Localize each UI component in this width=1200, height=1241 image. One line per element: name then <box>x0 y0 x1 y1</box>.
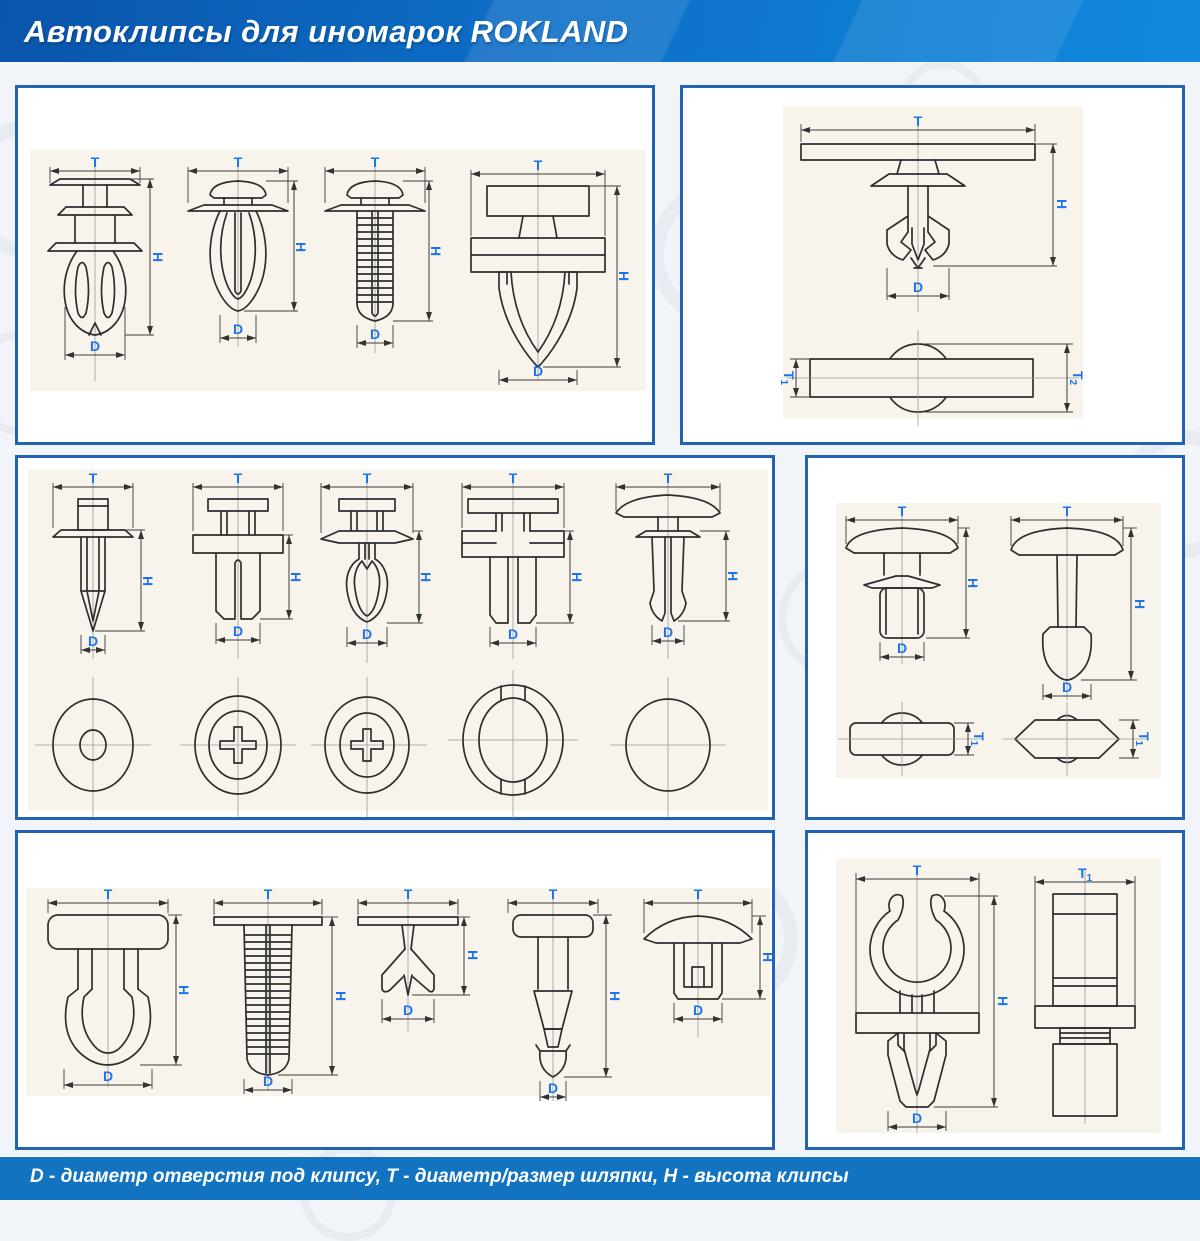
dim-label-h: H <box>150 251 166 263</box>
drawing-clip-tbar-top-view <box>778 328 1086 428</box>
dim-label-h: H <box>288 571 304 583</box>
drawing-clip-multi-flange-rivet <box>30 154 166 387</box>
dim-label-t1: $T_1$ <box>968 731 987 747</box>
dim-label-d: D <box>369 326 381 342</box>
drawing-clip-holder-side-view <box>1026 866 1156 1128</box>
dim-label-h: H <box>607 990 623 1002</box>
drawing-clip-mushroom-cylinder <box>836 503 981 668</box>
dim-label-d: D <box>547 1080 559 1096</box>
dim-label-h: H <box>569 571 585 583</box>
panel-middle-right-canvas <box>836 503 1161 778</box>
dim-label-d: D <box>87 633 99 649</box>
panel-bottom-right <box>805 830 1185 1150</box>
drawing-clip-ribbed-rivet <box>313 154 444 360</box>
dim-label-h: H <box>1132 598 1148 610</box>
panel-middle-left <box>15 455 775 820</box>
drawing-clip-split-leg-rivet <box>179 470 304 663</box>
drawing-top-view-tabbed-ring <box>446 668 580 820</box>
dim-label-d: D <box>402 1002 414 1018</box>
drawing-top-view-plain-cap <box>608 675 728 820</box>
dim-label-d: D <box>662 624 674 640</box>
drawing-top-view-phillips <box>178 675 298 820</box>
footer <box>0 1157 1200 1200</box>
dim-label-t: T <box>533 157 543 173</box>
dim-label-d: D <box>102 1068 114 1084</box>
dim-label-h: H <box>428 245 444 257</box>
dim-label-h: H <box>760 951 776 963</box>
dim-label-t: T <box>1062 503 1072 519</box>
drawing-top-view-hex-plate <box>1001 700 1151 778</box>
drawing-clip-arrow-anchor <box>346 886 481 1036</box>
drawing-top-view-washer <box>33 675 153 820</box>
dim-label-h: H <box>1054 198 1070 210</box>
panel-middle-right <box>805 455 1185 820</box>
header <box>0 0 1200 62</box>
drawing-clip-block-flange-rivet <box>448 470 585 663</box>
dimension-legend: D - диаметр отверстия под клипсу, T - диаметр/размер шляпки, H - высота клипсы <box>30 1166 849 1187</box>
drawing-top-view-bar-circle <box>836 700 986 778</box>
dim-label-d: D <box>1061 679 1073 695</box>
dim-label-h: H <box>418 571 434 583</box>
dim-label-h: H <box>995 995 1011 1007</box>
dim-label-h: H <box>616 270 632 282</box>
dim-label-t: T <box>912 862 922 878</box>
drawing-clip-mushroom-bullet <box>1001 503 1148 703</box>
dim-label-d: D <box>507 626 519 642</box>
dim-label-t1: $T_1$ <box>1133 731 1152 747</box>
dim-label-t: T <box>403 886 413 902</box>
dim-label-t: T <box>663 470 673 486</box>
page-title: Автоклипсы для иномарок ROKLAND <box>24 14 629 49</box>
dim-label-d: D <box>911 1110 923 1126</box>
dim-label-t: T <box>362 470 372 486</box>
dim-label-h: H <box>965 577 981 589</box>
panel-top-left-canvas <box>30 150 646 391</box>
dim-label-t: T <box>103 886 113 902</box>
dim-label-d: D <box>912 279 924 295</box>
dim-label-t: T <box>370 154 380 170</box>
drawing-clip-bulb-rivet <box>309 470 434 668</box>
dim-label-t: T <box>913 113 923 129</box>
drawing-clip-fir-tree <box>198 886 350 1096</box>
panel-bottom-left-canvas <box>26 886 776 1096</box>
dim-label-h: H <box>465 949 481 961</box>
drawing-clip-u-strap <box>36 886 192 1091</box>
dim-label-h: H <box>293 241 309 253</box>
dim-label-d: D <box>361 626 373 642</box>
drawing-clip-spear-rivet <box>174 154 309 353</box>
dim-label-t2: $T_2$ <box>1067 370 1086 386</box>
panel-bottom-left <box>15 830 775 1150</box>
dim-label-d: D <box>232 321 244 337</box>
dim-label-t1: $T_1$ <box>1077 865 1093 884</box>
panel-middle-left-canvas <box>28 470 768 810</box>
dim-label-h: H <box>725 570 741 582</box>
dim-label-t: T <box>548 886 558 902</box>
dim-label-d: D <box>532 363 544 379</box>
drawing-clip-segmented-pin <box>494 886 629 1106</box>
dim-label-d: D <box>896 640 908 656</box>
panel-top-left <box>15 85 655 445</box>
drawing-clip-grommet-cap <box>636 886 776 1041</box>
dim-label-t: T <box>233 470 243 486</box>
drawing-clip-cone-point-rivet <box>33 470 156 663</box>
panel-top-right-canvas <box>778 106 1086 418</box>
dim-label-t: T <box>90 154 100 170</box>
dim-label-t: T <box>263 886 273 902</box>
dim-label-t1: $T_1$ <box>778 370 797 386</box>
dim-label-t: T <box>693 886 703 902</box>
dim-label-h: H <box>333 990 349 1002</box>
panel-top-right <box>680 85 1185 445</box>
drawing-clip-pipe-holder <box>836 863 1026 1135</box>
drawing-top-view-phillips-2 <box>309 675 429 820</box>
drawing-clip-v-leg-trim <box>447 157 632 386</box>
panel-bottom-right-canvas <box>836 858 1161 1133</box>
dim-label-d: D <box>262 1073 274 1089</box>
dim-label-d: D <box>692 1002 704 1018</box>
dim-label-h: H <box>176 984 192 996</box>
dim-label-d: D <box>232 623 244 639</box>
dim-label-t: T <box>508 470 518 486</box>
dim-label-d: D <box>89 338 101 354</box>
drawing-clip-tbar-anchor <box>783 113 1083 316</box>
dim-label-h: H <box>140 575 156 587</box>
dim-label-t: T <box>233 154 243 170</box>
dim-label-t: T <box>897 503 907 519</box>
dim-label-t: T <box>88 470 98 486</box>
drawing-clip-dome-head-rivet <box>606 470 741 663</box>
